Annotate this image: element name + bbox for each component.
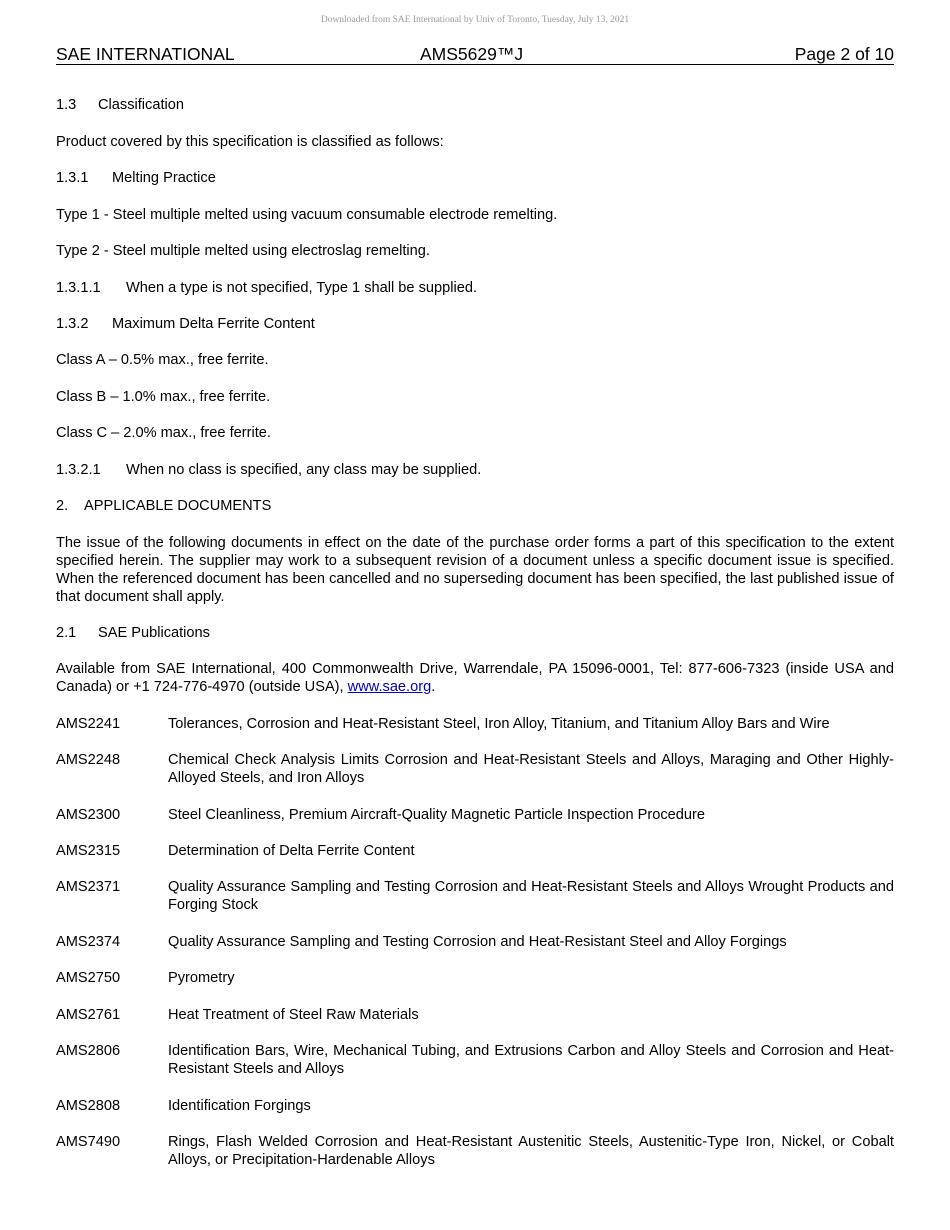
ref-title: Identification Bars, Wire, Mechanical Tubing, and Extrusions Carbon and Alloy Steels and Corrosion and Heat-Resistant Steels and Alloys [168,1043,894,1077]
ref-title: Heat Treatment of Steel Raw Materials [168,1007,419,1023]
sae-website-link[interactable]: www.sae.org [347,679,432,695]
section-number: 2. [56,498,69,514]
section-number: 1.3.1 [56,170,89,186]
section-number: 2.1 [56,625,77,641]
ref-title: Pyrometry [168,970,235,986]
ref-code: AMS2808 [56,1098,121,1114]
section-number: 1.3 [56,97,77,113]
section-title: Maximum Delta Ferrite Content [112,316,315,332]
ref-code: AMS2315 [56,843,121,859]
section-number: 1.3.2 [56,316,89,332]
availability-period: . [431,679,436,695]
ref-code: AMS2241 [56,716,121,732]
section-text: When a type is not specified, Type 1 shall be supplied. [126,280,478,296]
sae-availability-text [56,660,894,696]
section-title: APPLICABLE DOCUMENTS [84,498,272,514]
download-watermark: Downloaded from SAE International by Univ of Toronto, Tuesday, July 13, 2021 [320,15,630,25]
page-header [56,44,894,65]
section-2-intro: The issue of the following documents in effect on the date of the purchase order forms a part of this specification to the extent specified herein. The supplier may work to a subsequent revision of a document unless a specific document issue is specified. When the referenced document has been cancelled and no superseding document has been specified, the last published issue of that document shall apply. [56,535,894,605]
section-1-3-2-1 [56,461,894,479]
type-1-text: Type 1 - Steel multiple melted using vacuum consumable electrode remelting. [56,207,558,223]
ref-code: AMS7490 [56,1134,121,1150]
class-b-text: Class B – 1.0% max., free ferrite. [56,389,271,405]
ref-title: Quality Assurance Sampling and Testing Corrosion and Heat-Resistant Steels and Alloys Wrought Products and Forging Stock [168,879,894,913]
ref-title: Determination of Delta Ferrite Content [168,843,415,859]
ref-code: AMS2806 [56,1043,121,1059]
section-text: When no class is specified, any class may be supplied. [126,462,482,478]
ref-title: Steel Cleanliness, Premium Aircraft-Quality Magnetic Particle Inspection Procedure [168,807,705,823]
ref-code: AMS2300 [56,807,121,823]
type-2-text: Type 2 - Steel multiple melted using electroslag remelting. [56,243,430,259]
section-2-heading [56,497,894,515]
ref-title: Chemical Check Analysis Limits Corrosion and Heat-Resistant Steels and Alloys, Maraging and Other Highly-Alloyed Steels, and Iron Alloys [168,752,894,786]
ref-code: AMS2761 [56,1007,121,1023]
class-c-text: Class C – 2.0% max., free ferrite. [56,425,271,441]
ref-title: Rings, Flash Welded Corrosion and Heat-Resistant Austenitic Steels, Austenitic-Type Iron, Nickel, or Cobalt Alloys, or Precipitation-Hardenable Alloys [168,1134,894,1168]
header-doc-number: AMS5629™J [420,44,524,64]
class-a-text: Class A – 0.5% max., free ferrite. [56,352,269,368]
ref-code: AMS2750 [56,970,121,986]
header-org: SAE INTERNATIONAL [56,44,235,64]
section-1-3-2-heading [56,315,894,333]
section-title: Classification [98,97,184,113]
section-title: SAE Publications [98,625,210,641]
section-2-1-heading [56,624,894,642]
section-number: 1.3.2.1 [56,462,101,478]
section-1-3-1-1 [56,279,894,297]
ref-code: AMS2374 [56,934,121,950]
section-1-3-heading [56,96,894,114]
availability-text: Available from SAE International, 400 Commonwealth Drive, Warrendale, PA 15096-0001, Tel: 877-606-7323 (inside USA and Canada) or +1 724-776-4970 (outside USA), [56,661,894,695]
ref-title: Quality Assurance Sampling and Testing Corrosion and Heat-Resistant Steel and Alloy Forgings [168,934,787,950]
section-title: Melting Practice [112,170,216,186]
section-number: 1.3.1.1 [56,280,101,296]
section-1-3-1-heading [56,169,894,187]
ref-title: Tolerances, Corrosion and Heat-Resistant Steel, Iron Alloy, Titanium, and Titanium Alloy Bars and Wire [168,716,830,732]
ref-title: Identification Forgings [168,1098,311,1114]
ref-code: AMS2248 [56,752,121,768]
header-page-number: Page 2 of 10 [794,44,894,64]
ref-code: AMS2371 [56,879,121,895]
section-1-3-intro: Product covered by this specification is classified as follows: [56,134,444,150]
